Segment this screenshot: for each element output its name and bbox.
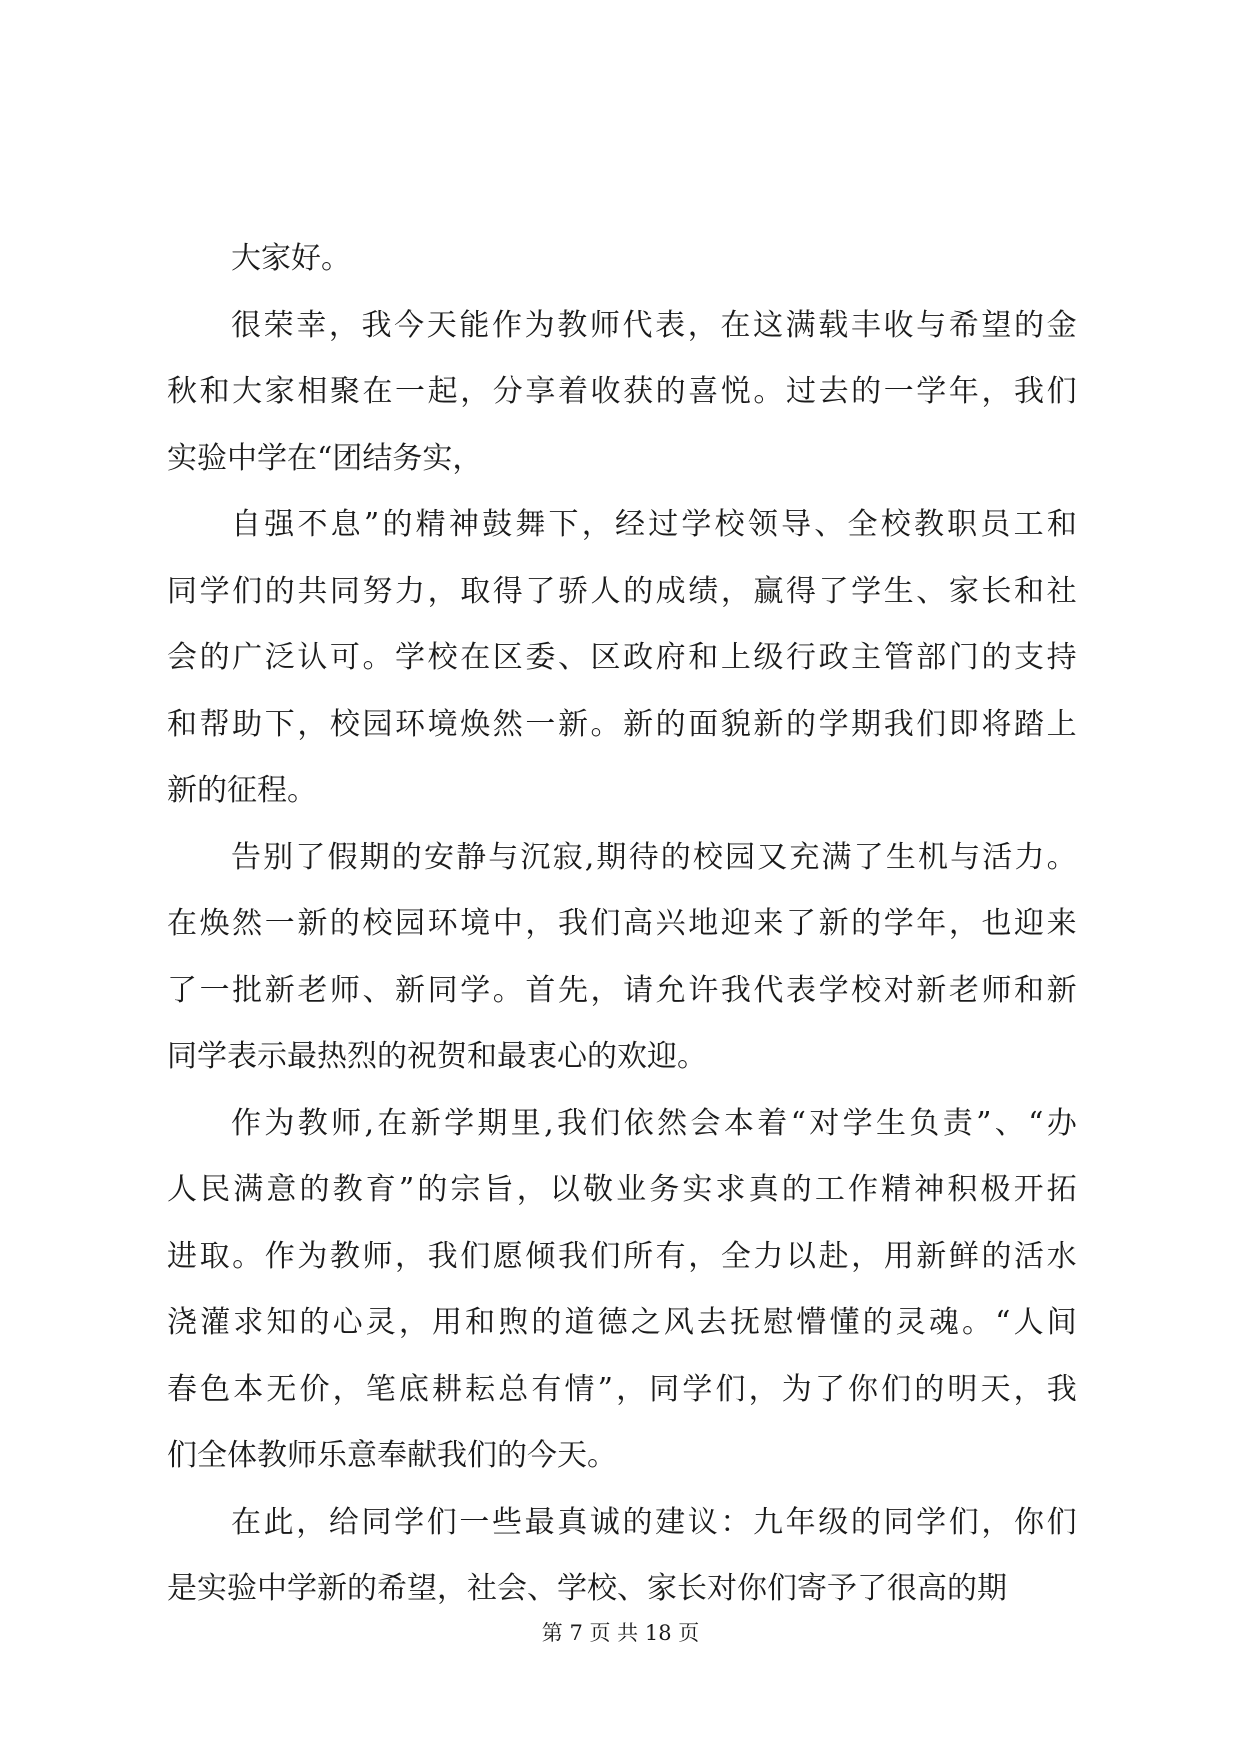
text-line: 自 强 不 息 ” 的 精 神 鼓 舞 下 ， 经 过 学 校 领 导 、 全 校 教 职 员 工 和 [231, 507, 1077, 542]
text-line: 进 取 。 作 为 教 师 ， 我 们 愿 倾 我 们 所 有 ， 全 力 以 赴 ， 用 新 鲜 的 活 水 [167, 1238, 1077, 1274]
text-line: 们全体教师乐意奉献我们的今天。 [167, 1438, 617, 1473]
text-line: 很 荣 幸 ， 我 今 天 能 作 为 教 师 代 表 ， 在 这 满 载 丰 收 与 希 望 的 金 [231, 307, 1077, 343]
text-line: 会 的 广 泛 认 可 。 学 校 在 区 委 、 区 政 府 和 上 级 行 政 主 管 部 门 的 支 持 [167, 640, 1077, 675]
text-line: 大家好。 [231, 241, 351, 276]
paragraph [167, 1091, 1077, 1490]
text-line: 实验中学在“团结务实， [167, 440, 483, 476]
text-line: 告 别 了 假 期 的 安 静 与 沉 寂 , 期 待 的 校 园 又 充 满 了 生 机 与 活 力 。 [231, 839, 1077, 875]
text-line: 人 民 满 意 的 教 育 ” 的 宗 旨 ， 以 敬 业 务 实 求 真 的 工 作 精 神 积 极 开 拓 [167, 1172, 1077, 1207]
paragraph [167, 226, 1077, 293]
text-line: 是实验中学新的希望，社会、学校、家长对你们寄予了很高的期 [167, 1571, 1007, 1606]
paragraph [167, 825, 1077, 1091]
text-line: 同 学 们 的 共 同 努 力 ， 取 得 了 骄 人 的 成 绩 ， 赢 得 了 学 生 、 家 长 和 社 [167, 573, 1077, 609]
text-line: 同学表示最热烈的祝贺和最衷心的欢迎。 [167, 1039, 707, 1074]
text-line: 在 焕 然 一 新 的 校 园 环 境 中 ， 我 们 高 兴 地 迎 来 了 新 的 学 年 ， 也 迎 来 [167, 906, 1077, 941]
text-line: 在 此 ， 给 同 学 们 一 些 最 真 诚 的 建 议 ： 九 年 级 的 同 学 们 ， 你 们 [231, 1504, 1077, 1540]
text-line: 浇 灌 求 知 的 心 灵 ， 用 和 煦 的 道 德 之 风 去 抚 慰 懵 懂 的 灵 魂 。 “ 人 间 [167, 1305, 1077, 1340]
paragraph [167, 1490, 1077, 1623]
page-footer: 第 7 页 共 18 页 [541, 1621, 700, 1645]
paragraph [167, 492, 1077, 825]
text-line: 和 帮 助 下 ， 校 园 环 境 焕 然 一 新 。 新 的 面 貌 新 的 学 期 我 们 即 将 踏 上 [167, 706, 1077, 742]
text-line: 新的征程。 [167, 773, 317, 808]
body-text [167, 226, 1077, 1623]
text-line: 春 色 本 无 价 ， 笔 底 耕 耘 总 有 情 ” ， 同 学 们 ， 为 了 你 们 的 明 天 ， 我 [167, 1371, 1077, 1407]
text-line: 秋 和 大 家 相 聚 在 一 起 ， 分 享 着 收 获 的 喜 悦 。 过 去 的 一 学 年 ， 我 们 [167, 374, 1077, 409]
text-line: 作 为 教 师 , 在 新 学 期 里 , 我 们 依 然 会 本 着 “ 对 学 生 负 责 ” 、 “ 办 [231, 1105, 1077, 1141]
text-line: 了 一 批 新 老 师 、 新 同 学 。 首 先 ， 请 允 许 我 代 表 学 校 对 新 老 师 和 新 [167, 972, 1077, 1008]
paragraph [167, 293, 1077, 493]
